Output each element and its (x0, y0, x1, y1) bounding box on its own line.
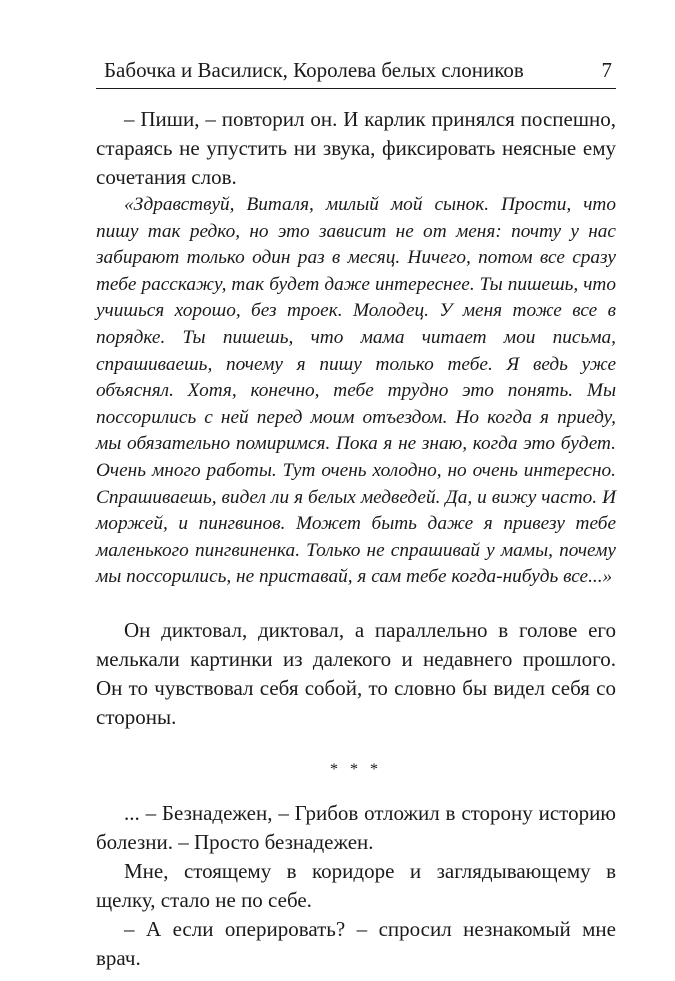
book-page (96, 52, 616, 970)
page-number: 7 (601, 58, 612, 82)
paragraph-narrative-2: Мне, стоящему в коридоре и заглядывающему в щелку, стало не по себе. (96, 858, 616, 912)
section-separator: * * * (330, 760, 382, 778)
paragraph-dialogue-2: ... – Безнадежен, – Грибов отложил в сторону историю болезни. – Просто безнадежен. (96, 800, 616, 854)
paragraph-dialogue-3: – А если оперировать? – спросил незнакомый мне врач. (96, 916, 616, 970)
paragraph-dialogue-1: – Пиши, – повторил он. И карлик принялся поспешно, стараясь не упустить ни звука, фиксировать неясные ему сочетания слов. (96, 107, 616, 189)
running-header (96, 52, 616, 89)
letter-quote: «Здравствуй, Виталя, милый мой сынок. Прости, что пишу так редко, но это зависит не от меня: почту у нас забирают только один раз в месяц. Ничего, потом все сразу тебе расскажу, так будет даже интереснее. Ты пишешь, что учишься хорошо, без троек. Молодец. У меня тоже все в порядке. Ты пишешь, что мама читает мои письма, спрашиваешь, почему я пишу только тебе. Я ведь уже объяснял. Хотя, конечно, тебе трудно это понять. Мы поссорились с ней перед моим отъездом. Но когда я приеду, мы обязательно помиримся. Пока я не знаю, когда это будет. Очень много работы. Тут очень холодно, но очень интересно. Спрашиваешь, видел ли я белых медведей. Да, и вижу часто. И моржей, и пингвинов. Может быть даже я привезу тебе маленького пингвиненка. Только не спрашивай у мамы, почему мы поссорились, не приставай, я сам тебе когда-нибудь все...» (96, 194, 616, 588)
paragraph-narrative: Он диктовал, диктовал, а параллельно в голове его мелькали картинки из далекого и недавнего прошлого. Он то чувствовал себя собой, то словно бы видел себя со стороны. (96, 617, 616, 729)
page-body (96, 105, 616, 973)
running-title: Бабочка и Василиск, Королева белых слоников (104, 58, 524, 82)
